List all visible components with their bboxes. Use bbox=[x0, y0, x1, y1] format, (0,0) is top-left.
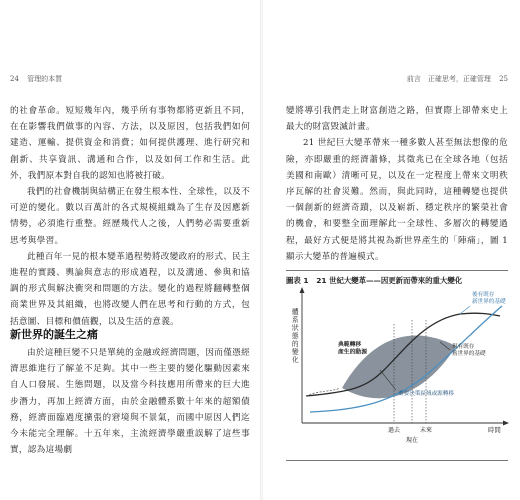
transformation-diagram bbox=[280, 284, 512, 456]
right-page bbox=[262, 0, 520, 500]
new-world-label: 後有既存 新世界的基礎 bbox=[472, 292, 506, 305]
drivers-label: 典範轉移 產生的動源 bbox=[338, 342, 367, 356]
left-page-number: 24 bbox=[10, 75, 19, 83]
tick-future: 未來 bbox=[420, 427, 433, 434]
left-section-paragraph: 由於這種巨變不只是單純的金融或經濟問題，因而僅憑經濟思維進行了解並不足夠。其中一些主要的變化驅動因素來自人口發展、生態問題，以及當今科技應用所帶來的巨大進步潛力，再加上經濟方面，由於金融體系數十年來的超額債務，經濟面臨過度擴張的窘境與不景氣，而國中原因人們迄今未能完全理解。十五年來，主流經濟學嚴重誤解了這些事實，認為這場劇 bbox=[10, 348, 250, 456]
figure-title: 21 世紀大變革——因更新而帶來的重大變化 bbox=[316, 276, 463, 285]
left-running-head-title: 管理的本質 bbox=[27, 75, 63, 83]
left-section-text bbox=[10, 345, 250, 458]
transition-label: 重要決策區域或源轉移 bbox=[398, 391, 454, 397]
right-paragraph-2: 21 世紀巨大變革帶來一種多數人甚至無法想像的危險，亦即嚴重的經濟蕭條，其徵兆已在全球各地（包括美國和南歐）清晰可見，以及在一定程度上帶來文明秩序瓦解的社會災難。然而，與此同時，這種轉變也提供一個創新的經濟奇蹟，以及嶄新、穩定秩序的繁榮社會的機會，和要整全面理解此一全球性、多層次的轉變過程，最好方式便是將其視為新世界產生的「陣痛」，圖 1 顯示大變革的普遍模式。 bbox=[286, 138, 508, 262]
figure-bottom-rule bbox=[286, 460, 508, 461]
right-body-text bbox=[286, 103, 508, 265]
left-running-head bbox=[10, 74, 62, 84]
left-paragraph-1: 的社會革命。短短幾年內，幾乎所有事物都將更新且不同，在在影響我們做事的內容、方法，以及原因，包括我們如何建造、運輸、提供資金和消費；如何提供護理、進行研究和創新、共享資訊、溝通和合作，以及如何工作和生活。此外，我們原本對自我的認知也將被打破。 bbox=[10, 106, 250, 181]
right-paragraph-1: 變將導引我們走上財富創造之路，但實際上卻帶來史上最大的財富毀滅計畫。 bbox=[286, 106, 508, 133]
figure-top-rule bbox=[286, 270, 508, 271]
old-world-label: 現有既存 舊世界的基礎 bbox=[452, 344, 486, 357]
left-paragraph-3: 此種百年一見的根本變革過程勢將改變政府的形式、民主進程的實踐、輿論與意志的形成過程，以及溝通、參與和協調的形式與解決衝突和問題的方法。變化的過程將翻轉整個商業世界及其組織，也將改變人們在思考和行動的方式，包括意圖、目標和價值觀，以及生活的意義。 bbox=[10, 251, 250, 327]
y-axis-label: 體系狀態的變化 bbox=[292, 308, 299, 364]
y-axis-arrow bbox=[300, 287, 305, 293]
right-running-head-title: 前言 正確思考，正確管理 bbox=[406, 75, 491, 83]
right-page-number: 25 bbox=[499, 75, 508, 83]
figure-label: 圖表 1 bbox=[286, 276, 309, 285]
right-running-head bbox=[407, 74, 508, 84]
section-heading: 新世界的誕生之痛 bbox=[10, 328, 98, 341]
tick-present: 現在 bbox=[406, 437, 419, 444]
left-paragraph-2: 我們的社會機制與結構正在發生根本性、全球性，以及不可逆的變化。數以百萬計的各式規模組織為了生存及因應新情勢，必須進行重整。經歷幾代人之後，人們勢必需要重新思考與學習。 bbox=[10, 187, 250, 246]
x-axis-arrow bbox=[503, 421, 509, 426]
x-axis-label: 時間 bbox=[488, 426, 501, 434]
left-body-text bbox=[10, 103, 250, 330]
tick-past: 過去 bbox=[388, 427, 401, 434]
